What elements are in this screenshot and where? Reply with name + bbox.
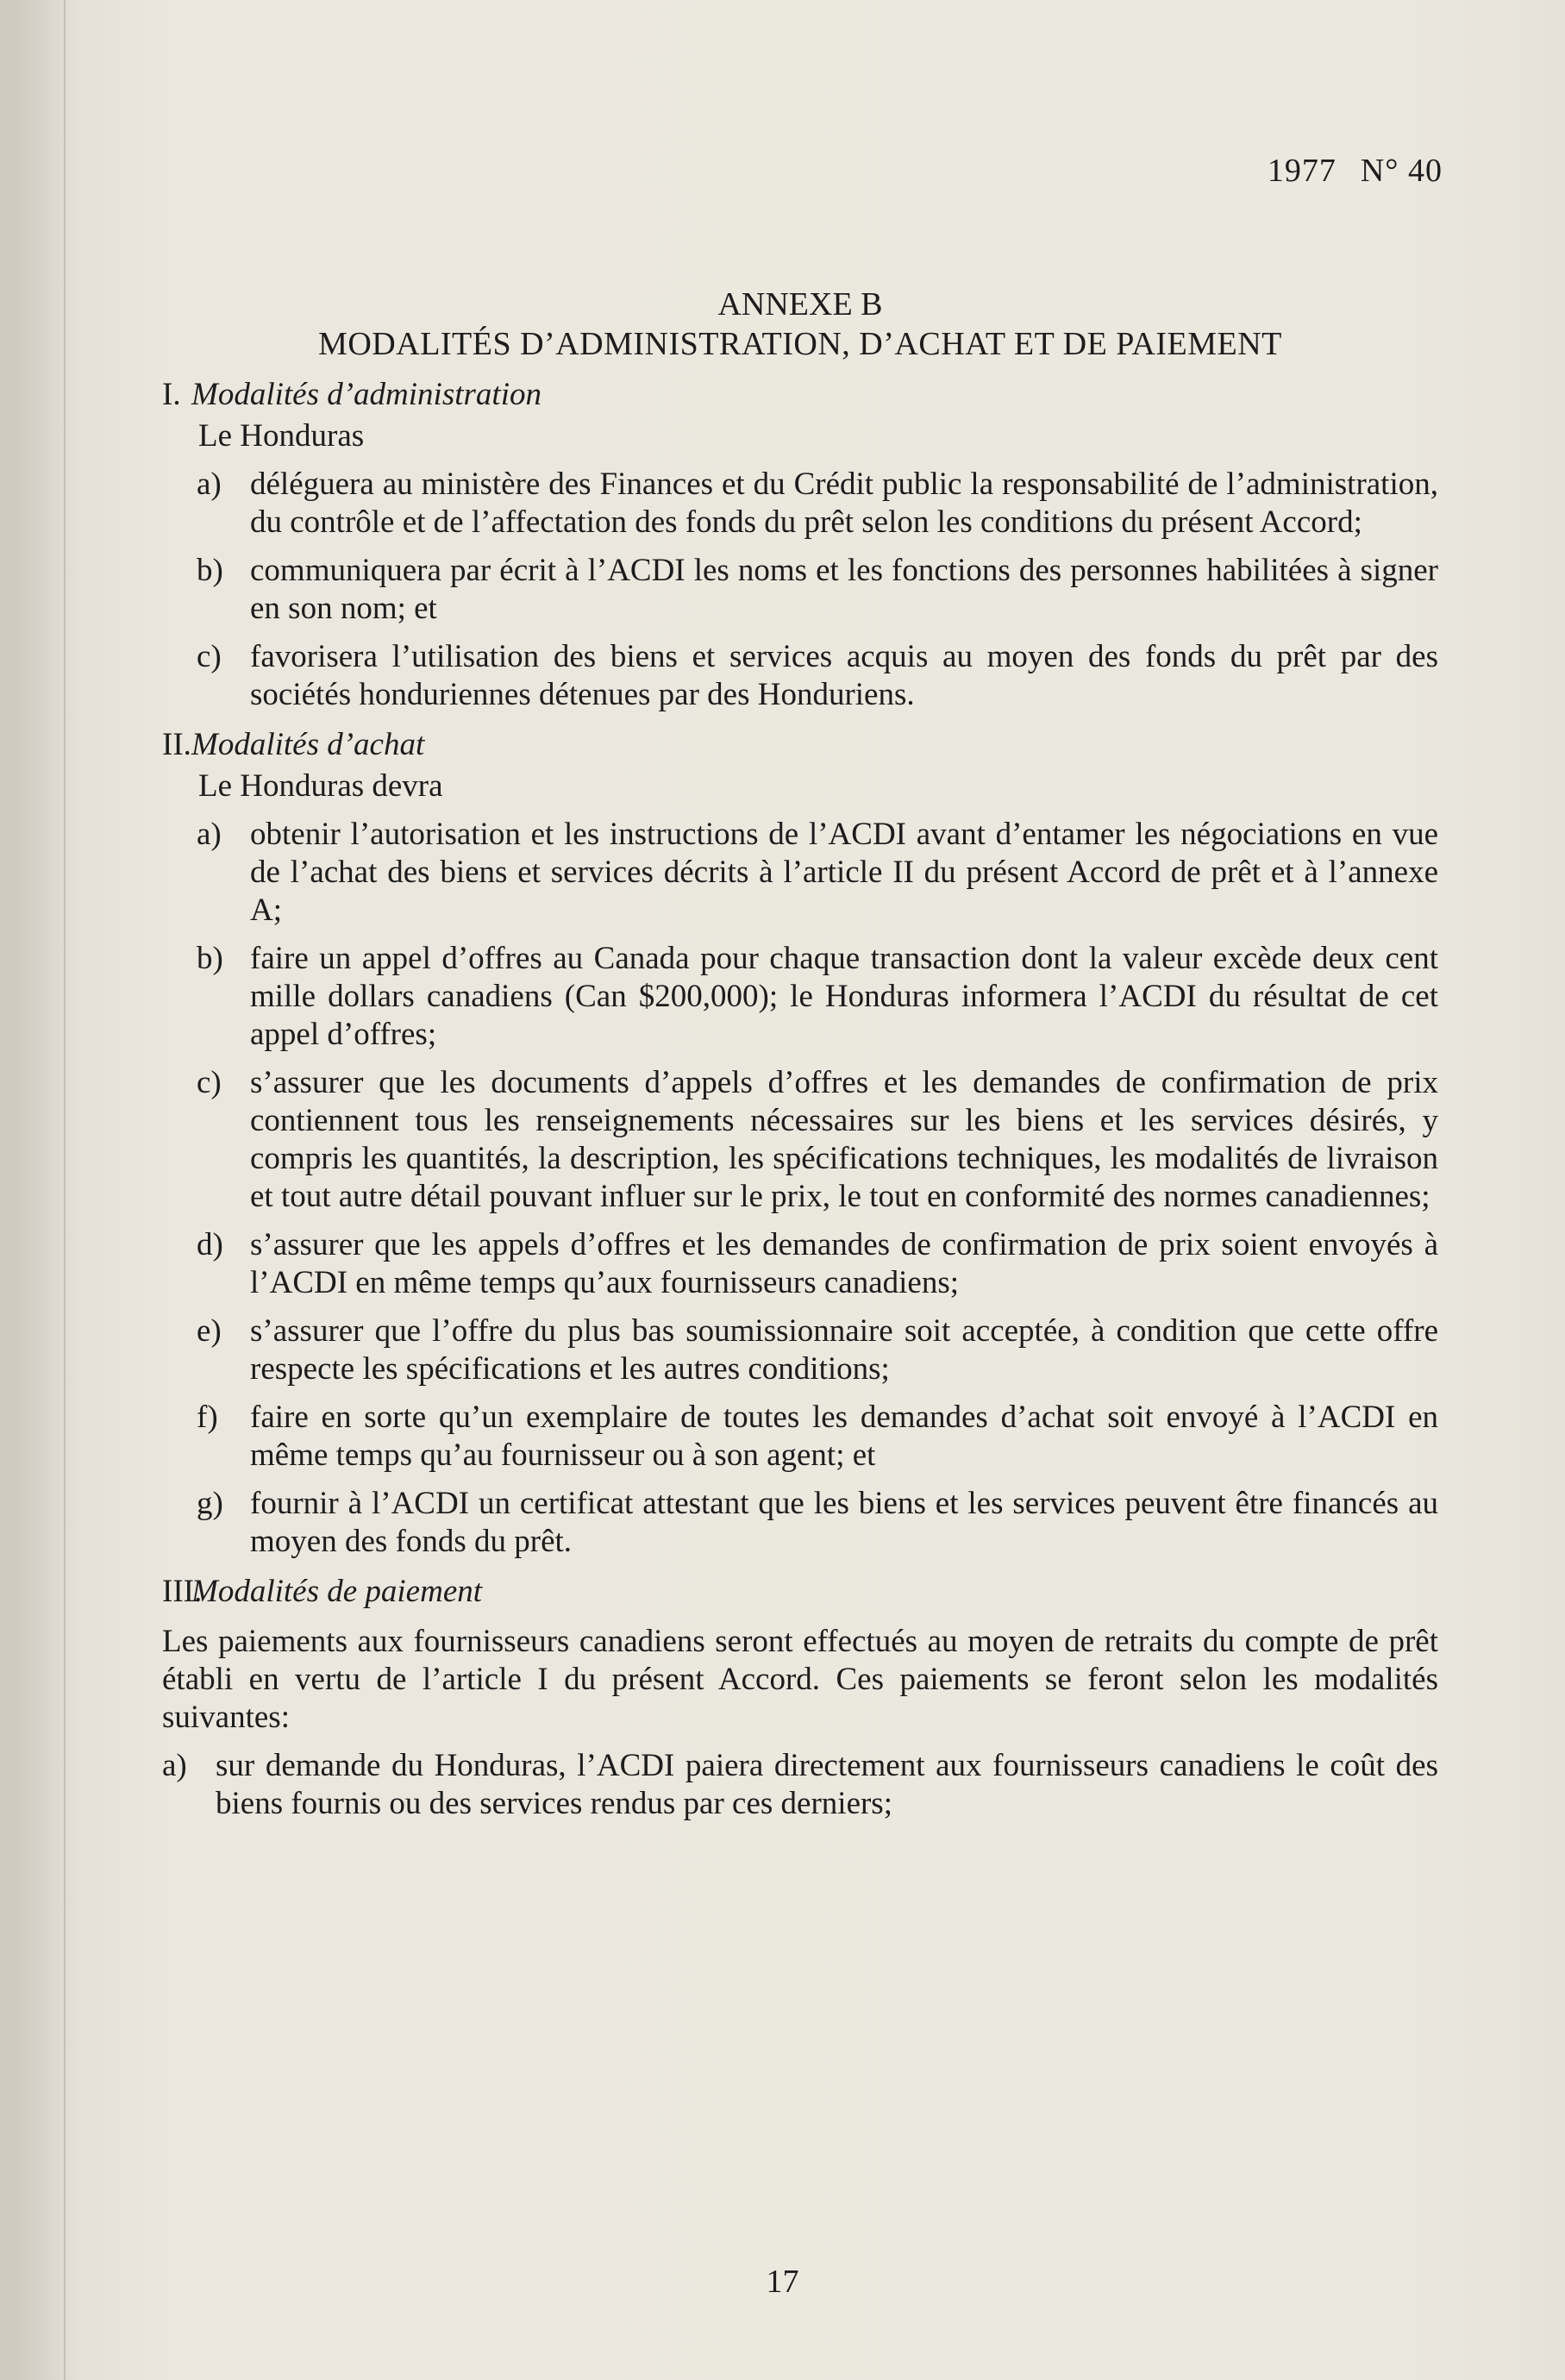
item-marker: c) [197, 1065, 222, 1100]
item-marker: e) [197, 1313, 222, 1349]
list-item [197, 816, 1438, 930]
section-heading [162, 726, 1438, 764]
list-item [197, 1399, 1438, 1475]
section-intro: Les paiements aux fournisseurs canadiens seront effectués au moyen de retraits du compte de prêt établi en vertu de l’article I du présent Accord. Ces paiements se feront selon les modalités suivantes: [162, 1624, 1438, 1735]
page-binding-shadow [0, 0, 78, 2380]
section-label: Modalités d’achat [191, 727, 425, 762]
annex-subtitle: MODALITÉS D’ADMINISTRATION, D’ACHAT ET DE PAIEMENT [318, 326, 1282, 362]
item-marker: a) [162, 1748, 187, 1783]
section-number: I. [162, 377, 181, 412]
section-lead: Le Honduras devra [198, 768, 443, 804]
section-administration [162, 376, 1438, 714]
item-marker: f) [197, 1400, 218, 1435]
item-text: s’assurer que les documents d’appels d’offres et les demandes de confirmation de prix contiennent tous les renseignements nécessaires sur les biens et les services désirés, y compris les quantités, la description, les spécifications techniques, les modalités de livraison et tout autre détail pouvant influer sur le prix, le tout en conformité des normes canadiennes; [250, 1065, 1438, 1214]
item-text: s’assurer que les appels d’offres et les demandes de confirmation de prix soient envoyés à l’ACDI en même temps qu’aux fournisseurs canadiens; [250, 1227, 1438, 1300]
item-marker: g) [197, 1486, 223, 1521]
section-purchase [162, 726, 1438, 1561]
list-item [197, 552, 1438, 628]
header-number: N° 40 [1360, 153, 1443, 189]
list-item [197, 1485, 1438, 1561]
header-year: 1977 [1267, 153, 1337, 189]
list-item [197, 1226, 1438, 1302]
item-marker: c) [197, 639, 222, 674]
section-number: II. [162, 727, 191, 762]
section-heading [162, 376, 1438, 414]
list-item [162, 1747, 1438, 1823]
page-binding-line [64, 0, 66, 2380]
list-item [197, 1312, 1438, 1388]
list-item [197, 638, 1438, 714]
item-text: faire en sorte qu’un exemplaire de toutes les demandes d’achat soit envoyé à l’ACDI en même temps qu’au fournisseur ou à son agent; et [250, 1400, 1438, 1473]
item-text: communiquera par écrit à l’ACDI les noms et les fonctions des personnes habilitées à signer en son nom; et [250, 553, 1438, 626]
list-item [197, 466, 1438, 542]
list-item [197, 940, 1438, 1054]
item-marker: a) [197, 817, 222, 852]
item-text: sur demande du Honduras, l’ACDI paiera directement aux fournisseurs canadiens le coût des biens fournis ou des services rendus par ces derniers; [216, 1748, 1438, 1821]
section-lead: Le Honduras [198, 418, 365, 454]
list-item [197, 1064, 1438, 1216]
document-body [162, 147, 1438, 1823]
item-marker: b) [197, 553, 223, 588]
item-text: favorisera l’utilisation des biens et services acquis au moyen des fonds du prêt par des sociétés honduriennes détenues par des Honduriens. [250, 639, 1438, 712]
section-payment [162, 1573, 1438, 1823]
section-label: Modalités d’administration [191, 377, 541, 412]
section-label: Modalités de paiement [191, 1574, 483, 1609]
annex-title: ANNEXE B [717, 286, 883, 323]
item-text: fournir à l’ACDI un certificat attestant que les biens et les services peuvent être financés au moyen des fonds du prêt. [250, 1486, 1438, 1559]
item-marker: a) [197, 467, 222, 502]
page-number: 17 [766, 2264, 799, 2300]
item-marker: d) [197, 1227, 223, 1262]
item-text: déléguera au ministère des Finances et du Crédit public la responsabilité de l’administration, du contrôle et de l’affectation des fonds du prêt selon les conditions du présent Accord; [250, 467, 1438, 540]
item-text: obtenir l’autorisation et les instructions de l’ACDI avant d’entamer les négociations en vue de l’achat des biens et services décrits à l’article II du présent Accord de prêt et à l’annexe A; [250, 817, 1438, 928]
item-text: faire un appel d’offres au Canada pour chaque transaction dont la valeur excède deux cent mille dollars canadiens (Can $200,000); le Honduras informera l’ACDI du résultat de cet appel d’offres; [250, 941, 1438, 1052]
item-marker: b) [197, 941, 223, 976]
item-text: s’assurer que l’offre du plus bas soumissionnaire soit acceptée, à condition que cette offre respecte les spécifications et les autres conditions; [250, 1313, 1438, 1387]
section-heading [162, 1573, 1438, 1611]
section-number: III. [162, 1574, 203, 1609]
